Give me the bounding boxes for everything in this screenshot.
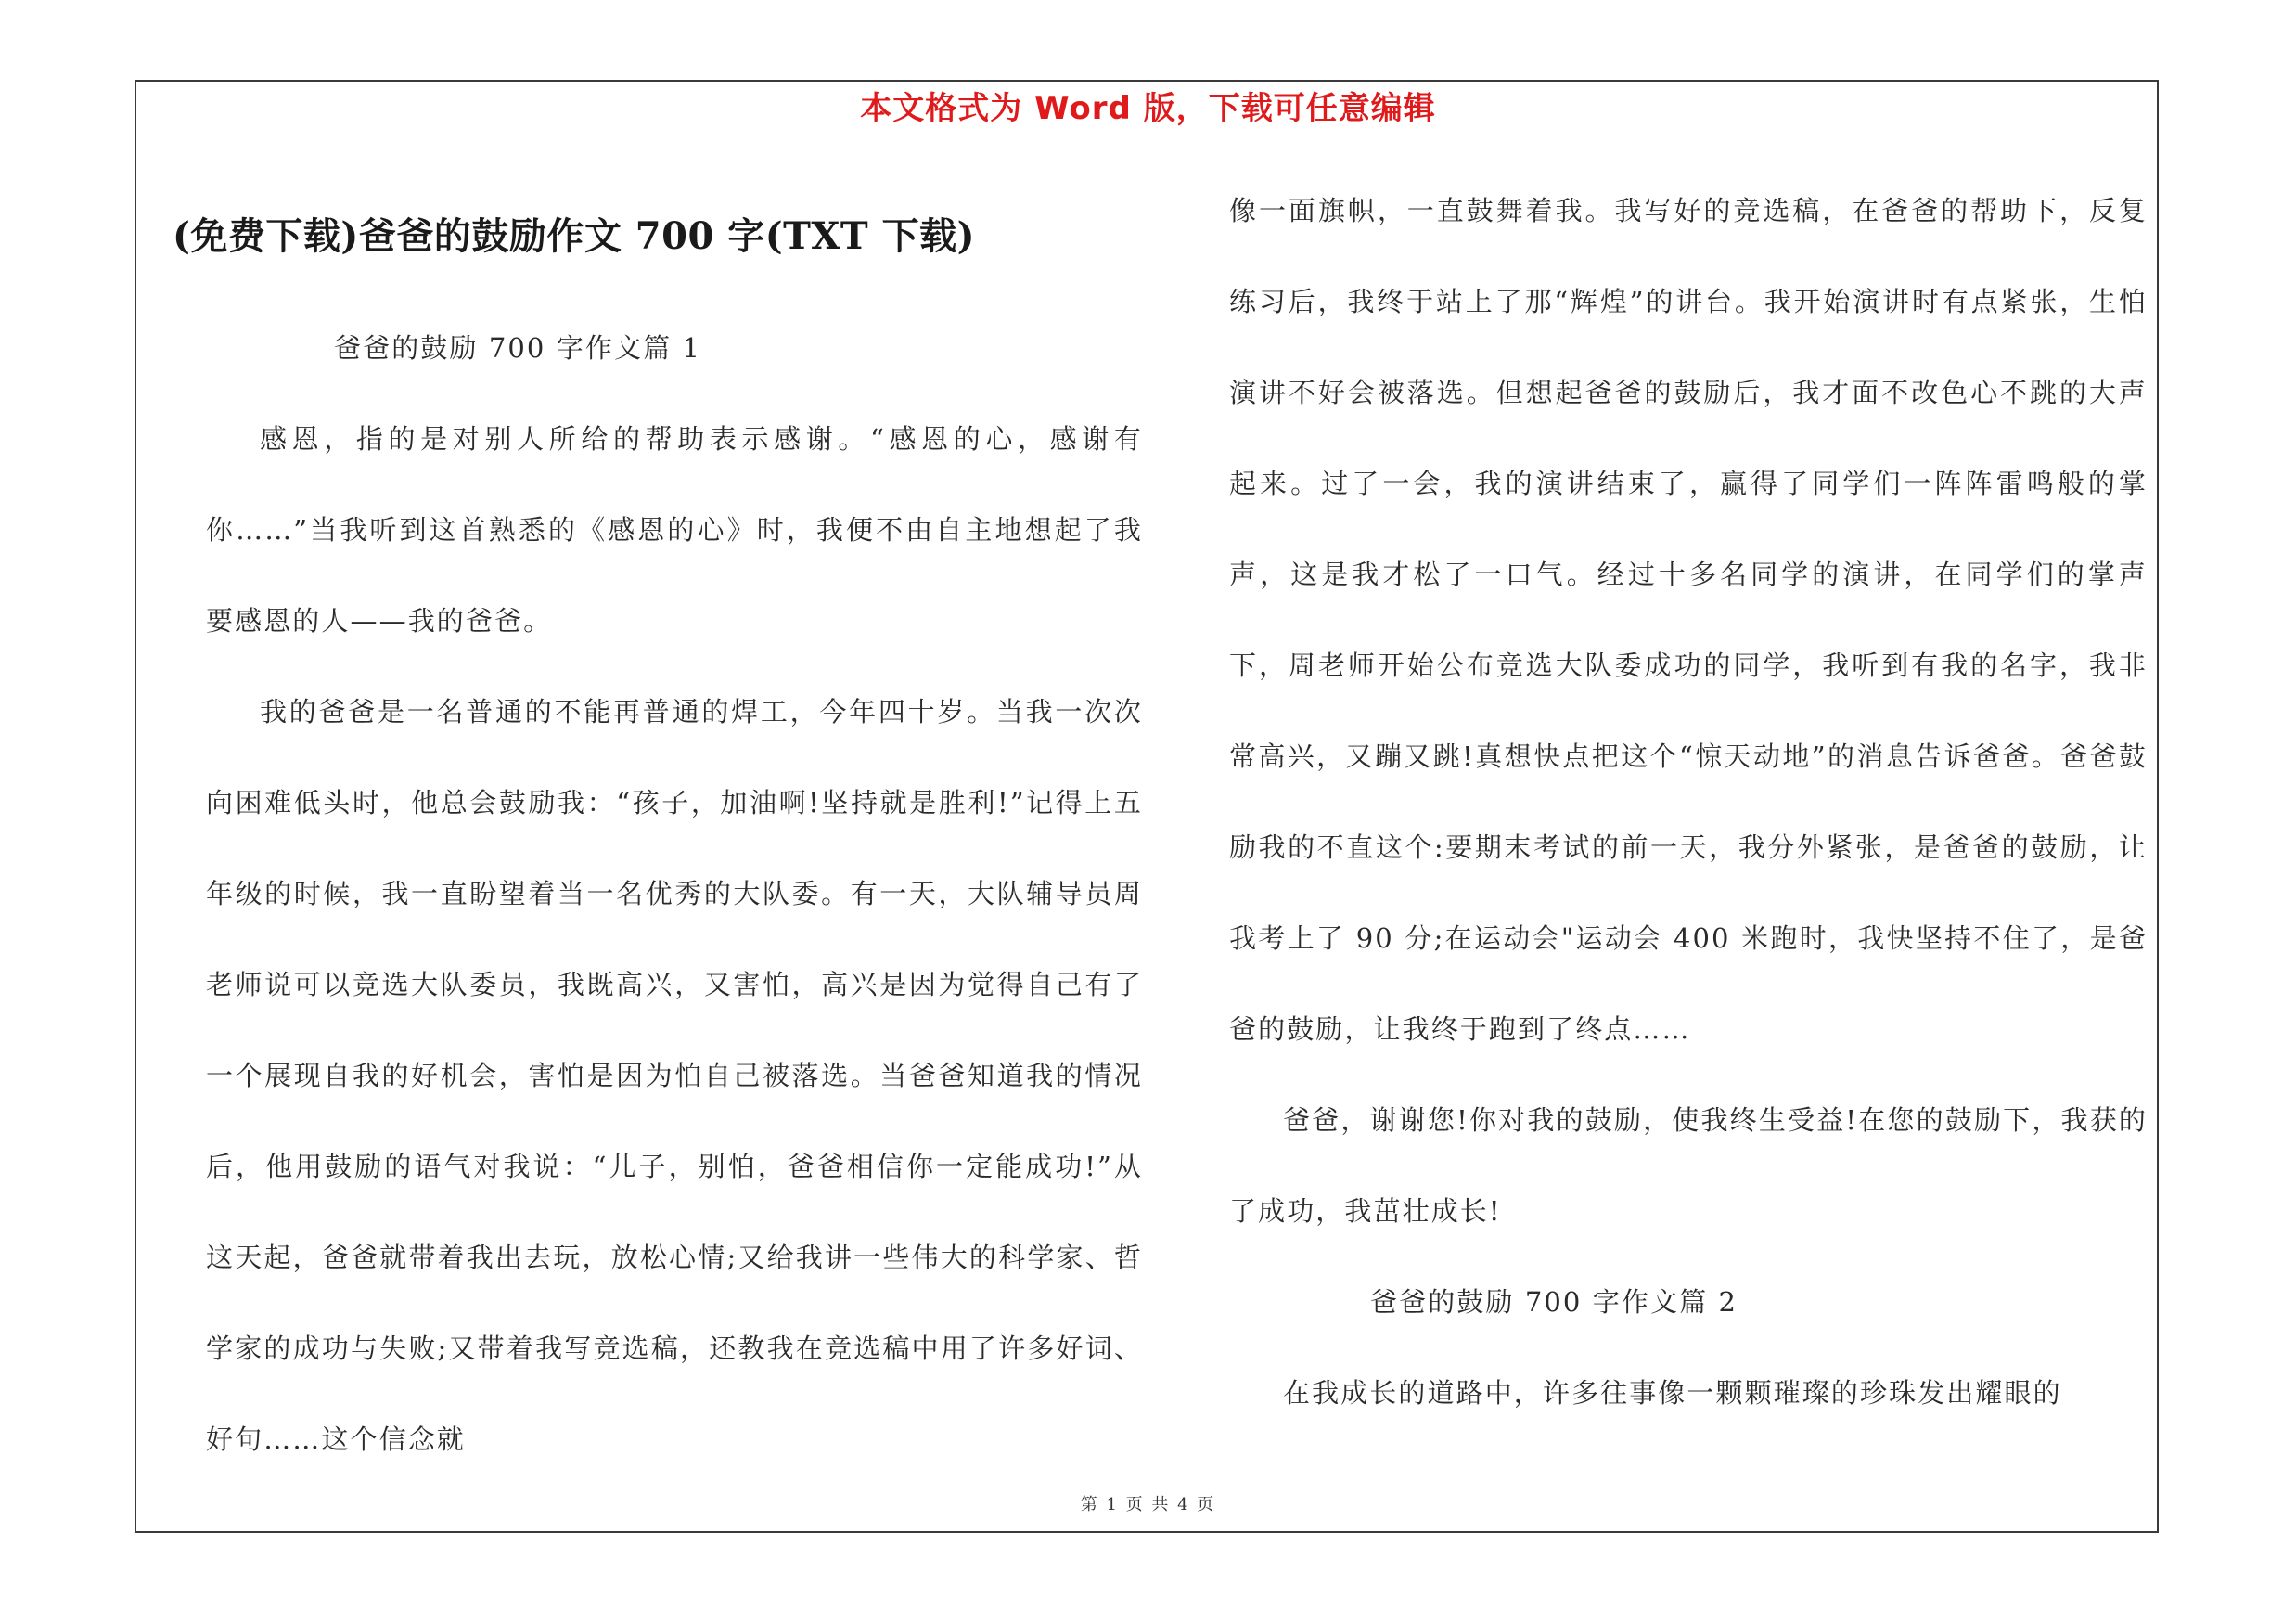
paragraph: 我的爸爸是一名普通的不能再普通的焊工，今年四十岁。当我一次次向困难低头时，他总会鼓励我：“孩子，加油啊!坚持就是胜利!”记得上五年级的时候，我一直盼望着当一名优秀的大队委。有一天，大队辅导员周老师说可以竞选大队委员，我既高兴，又害怕，高兴是因为觉得自己有了一个展现自我的好机会，害怕是因为怕自己被落选。当爸爸知道我的情况后，他用鼓励的语气对我说：“儿子，别怕，爸爸相信你一定能成功!”从这天起，爸爸就带着我出去玩，放松心情;又给我讲一些伟大的科学家、哲学家的成功与失败;又带着我写竞选稿，还教我在竞选稿中用了许多好词、好句……这个信念就	[206, 696, 1143, 1455]
format-banner: 本文格式为 Word 版，下载可任意编辑	[860, 90, 1436, 127]
left-column	[206, 303, 1143, 1485]
essay-heading-1: 爸爸的鼓励 700 字作文篇 1	[334, 332, 702, 364]
paragraph-continued: 像一面旗帜，一直鼓舞着我。我写好的竞选稿，在爸爸的帮助下，反复练习后，我终于站上了那“辉煌”的讲台。我开始演讲时有点紧张，生怕演讲不好会被落选。但想起爸爸的鼓励后，我才面不改色心不跳的大声起来。过了一会，我的演讲结束了，赢得了同学们一阵阵雷鸣般的掌声，这是我才松了一口气。经过十多名同学的演讲，在同学们的掌声下，周老师开始公布竞选大队委成功的同学，我听到有我的名字，我非常高兴，又蹦又跳!真想快点把这个“惊天动地”的消息告诉爸爸。爸爸鼓励我的不直这个:要期末考试的前一天，我分外紧张，是爸爸的鼓励，让我考上了 90 分;在运动会"运动会 400 米跑时，我快坚持不住了，是爸爸的鼓励，让我终于跑到了终点……	[1229, 195, 2148, 1045]
paragraph: 在我成长的道路中，许多往事像一颗颗璀璨的珍珠发出耀眼的	[1283, 1377, 2062, 1409]
document-title: (免费下载)爸爸的鼓励作文 700 字(TXT 下载)	[173, 214, 976, 258]
paragraph: 感恩，指的是对别人所给的帮助表示感谢。“感恩的心，感谢有你……”当我听到这首熟悉的《感恩的心》时，我便不由自主地想起了我要感恩的人——我的爸爸。	[206, 423, 1143, 637]
paragraph: 爸爸，谢谢您!你对我的鼓励，使我终生受益!在您的鼓励下，我获的了成功，我茁壮成长!	[1229, 1104, 2148, 1227]
right-column	[1229, 165, 2148, 1438]
page-number-footer: 第 1 页 共 4 页	[1080, 1495, 1216, 1514]
essay-heading-2: 爸爸的鼓励 700 字作文篇 2	[1370, 1286, 1738, 1318]
